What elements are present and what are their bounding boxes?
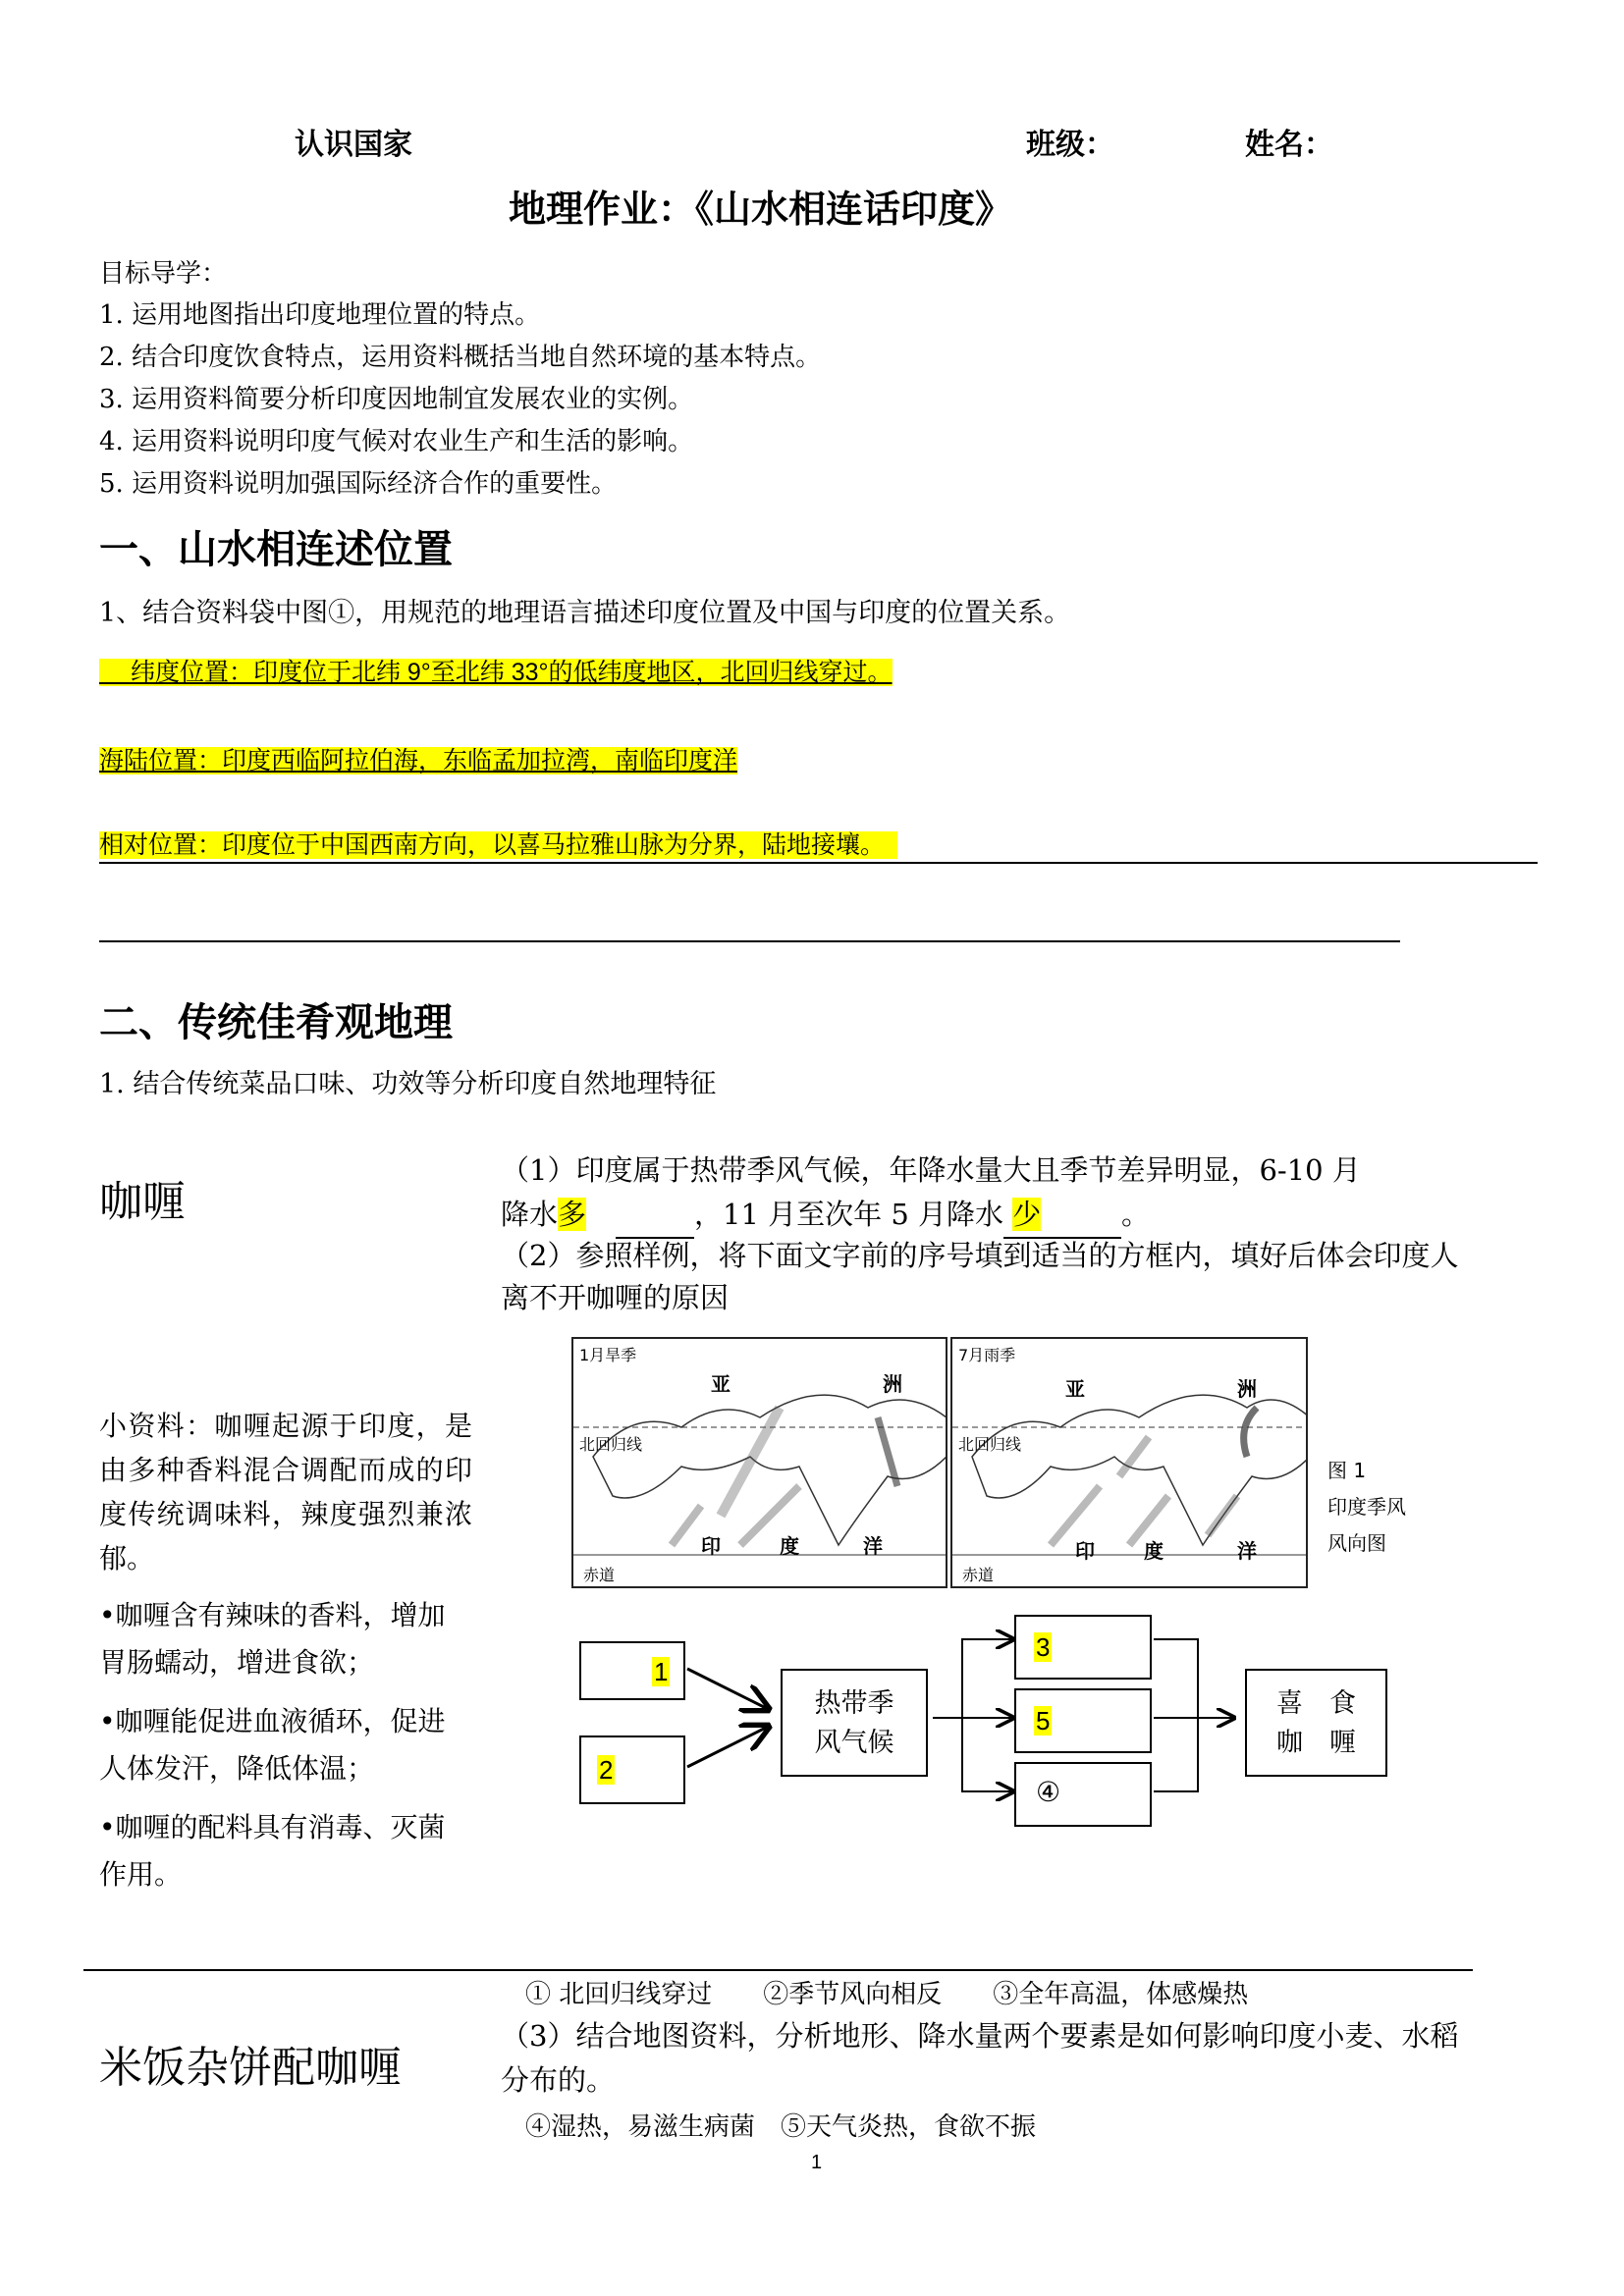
page-number: 1 xyxy=(811,2152,823,2173)
answer-sea-land-text: 海陆位置：印度西临阿拉伯海，东临孟加拉湾，南临印度洋 xyxy=(99,747,738,774)
q1-blank2 xyxy=(1003,1193,1121,1239)
flow-box-result xyxy=(1245,1669,1387,1777)
flow-box-1-value: 1 xyxy=(654,1657,669,1686)
q1-answer-more: 多 xyxy=(558,1198,587,1231)
class-label: 班级： xyxy=(1026,129,1114,161)
section-divider xyxy=(83,1969,1473,1971)
curry-label: 咖喱 xyxy=(99,1178,186,1226)
flow-box-3-value: 3 xyxy=(1036,1632,1051,1662)
bullet-item: •咖喱的配料具有消毒、灭菌作用。 xyxy=(99,1811,446,1891)
info-label: 小资料： xyxy=(99,1411,215,1441)
curry-q1 xyxy=(501,1148,1483,1239)
q1-answer-less: 少 xyxy=(1012,1198,1042,1231)
objective-item: 1. 运用地图指出印度地理位置的特点。 xyxy=(99,300,541,330)
map-caption-line3: 风向图 xyxy=(1327,1531,1386,1555)
objective-item: 2. 结合印度饮食特点，运用资料概括当地自然环境的基本特点。 xyxy=(99,343,822,372)
map-jan-asia1: 亚 xyxy=(711,1372,731,1396)
section1-heading: 一、山水相连述位置 xyxy=(99,528,453,571)
section2-question: 1. 结合传统菜品口味、功效等分析印度自然地理特征 xyxy=(99,1069,717,1099)
section1-question: 1、结合资料袋中图①，用规范的地理语言描述印度位置及中国与印度的位置关系。 xyxy=(99,598,1071,628)
objectives-list xyxy=(99,294,821,506)
flow-box-center xyxy=(781,1669,928,1777)
q1-blank1 xyxy=(616,1193,694,1239)
flow-box-2-value: 2 xyxy=(599,1755,614,1785)
flow-box-4-value: ④ xyxy=(1036,1776,1061,1808)
rice-question: （3）结合地图资料，分析地形、降水量两个要素是如何影响印度小麦、水稻分布的。 xyxy=(501,2019,1459,2097)
map-jul-asia2: 洲 xyxy=(1237,1377,1257,1401)
options-line1: ① 北回归线穿过 ②季节风向相反 ③全年高温，体感燥热 xyxy=(525,1980,1249,2009)
bullet-item: •咖喱能促进血液循环，促进人体发汗，降低体温； xyxy=(99,1705,446,1785)
curry-q1-line1: （1）印度属于热带季风气候，年降水量大且季节差异明显，6-10 月 xyxy=(501,1153,1361,1187)
center-line1: 热带季 xyxy=(814,1688,894,1719)
answer-latitude xyxy=(99,656,893,689)
answer-sea-land xyxy=(99,744,737,777)
section2-heading: 二、传统佳肴观地理 xyxy=(99,1001,453,1044)
bullet-item: •咖喱含有辣味的香料，增加胃肠蠕动，增进食欲； xyxy=(99,1599,446,1679)
center-line2: 风气候 xyxy=(814,1728,894,1758)
answer-relative-text: 相对位置：印度位于中国西南方向，以喜马拉雅山脉为分界，陆地接壤。 xyxy=(99,831,897,859)
flow-box-3[interactable] xyxy=(1014,1615,1152,1680)
flow-box-4[interactable] xyxy=(1014,1762,1152,1827)
curry-q2: （2）参照样例，将下面文字前的序号填到适当的方框内，填好后体会印度人离不开咖喱的原因 xyxy=(501,1239,1459,1314)
flow-box-2[interactable] xyxy=(579,1735,685,1804)
map-caption xyxy=(1327,1453,1406,1562)
result-line2: 咖 喱 xyxy=(1276,1728,1356,1758)
q1-prefix: 降水 xyxy=(501,1198,559,1231)
q1-end: 。 xyxy=(1121,1198,1151,1231)
objective-item: 4. 运用资料说明印度气候对农业生产和生活的影响。 xyxy=(99,427,694,456)
page-title: 地理作业：《山水相连话印度》 xyxy=(509,189,1013,231)
objective-item: 5. 运用资料说明加强国际经济合作的重要性。 xyxy=(99,469,618,499)
map-jul-asia1: 亚 xyxy=(1065,1377,1085,1401)
map-jan-tropic: 北回归线 xyxy=(579,1435,643,1454)
map-jan-ocean2: 度 xyxy=(780,1534,799,1558)
map-caption-line2: 印度季风 xyxy=(1327,1495,1406,1519)
map-jul-ocean2: 度 xyxy=(1144,1539,1164,1563)
map-jan-ocean3: 洋 xyxy=(863,1534,883,1558)
map-caption-line1: 图 1 xyxy=(1327,1459,1367,1482)
objectives-heading: 目标导学： xyxy=(99,259,228,289)
flow-box-5-value: 5 xyxy=(1036,1706,1051,1735)
info-text: 咖喱起源于印度，是由多种香料混合调配而成的印度传统调味料，辣度强烈兼浓郁。 xyxy=(99,1410,472,1575)
map-january xyxy=(571,1337,947,1588)
map-jul-title: 7月雨季 xyxy=(958,1346,1016,1364)
objective-item: 3. 运用资料简要分析印度因地制宜发展农业的实例。 xyxy=(99,385,694,414)
unit-label: 认识国家 xyxy=(295,129,412,161)
map-july xyxy=(950,1337,1308,1588)
result-line1: 喜 食 xyxy=(1276,1688,1356,1719)
map-jan-title: 1月旱季 xyxy=(579,1346,637,1364)
answer-latitude-text: 纬度位置：印度位于北纬 9°至北纬 33°的低纬度地区，北回归线穿过。 xyxy=(99,659,893,686)
map-jul-ocean1: 印 xyxy=(1075,1539,1095,1563)
answer-relative xyxy=(99,828,1538,864)
name-label: 姓名： xyxy=(1245,129,1333,161)
map-jan-ocean1: 印 xyxy=(701,1534,721,1558)
map-jul-equator: 赤道 xyxy=(962,1566,995,1584)
curry-info xyxy=(99,1404,472,1580)
map-jan-asia2: 洲 xyxy=(883,1372,902,1396)
curry-q1-line2 xyxy=(501,1193,1483,1239)
rice-label: 米饭杂饼配咖喱 xyxy=(99,2044,402,2092)
map-jan-equator: 赤道 xyxy=(583,1566,616,1584)
q1-middle: ，11 月至次年 5 月降水 xyxy=(694,1198,1004,1231)
map-jul-ocean3: 洋 xyxy=(1237,1539,1257,1563)
map-jul-tropic: 北回归线 xyxy=(958,1435,1022,1454)
flow-box-1[interactable] xyxy=(579,1641,685,1700)
curry-bullets xyxy=(99,1592,472,1898)
flow-box-5[interactable] xyxy=(1014,1688,1152,1753)
options-line2: ④湿热，易滋生病菌 ⑤天气炎热，食欲不振 xyxy=(525,2112,1037,2142)
answer-blank-line xyxy=(99,940,1400,942)
